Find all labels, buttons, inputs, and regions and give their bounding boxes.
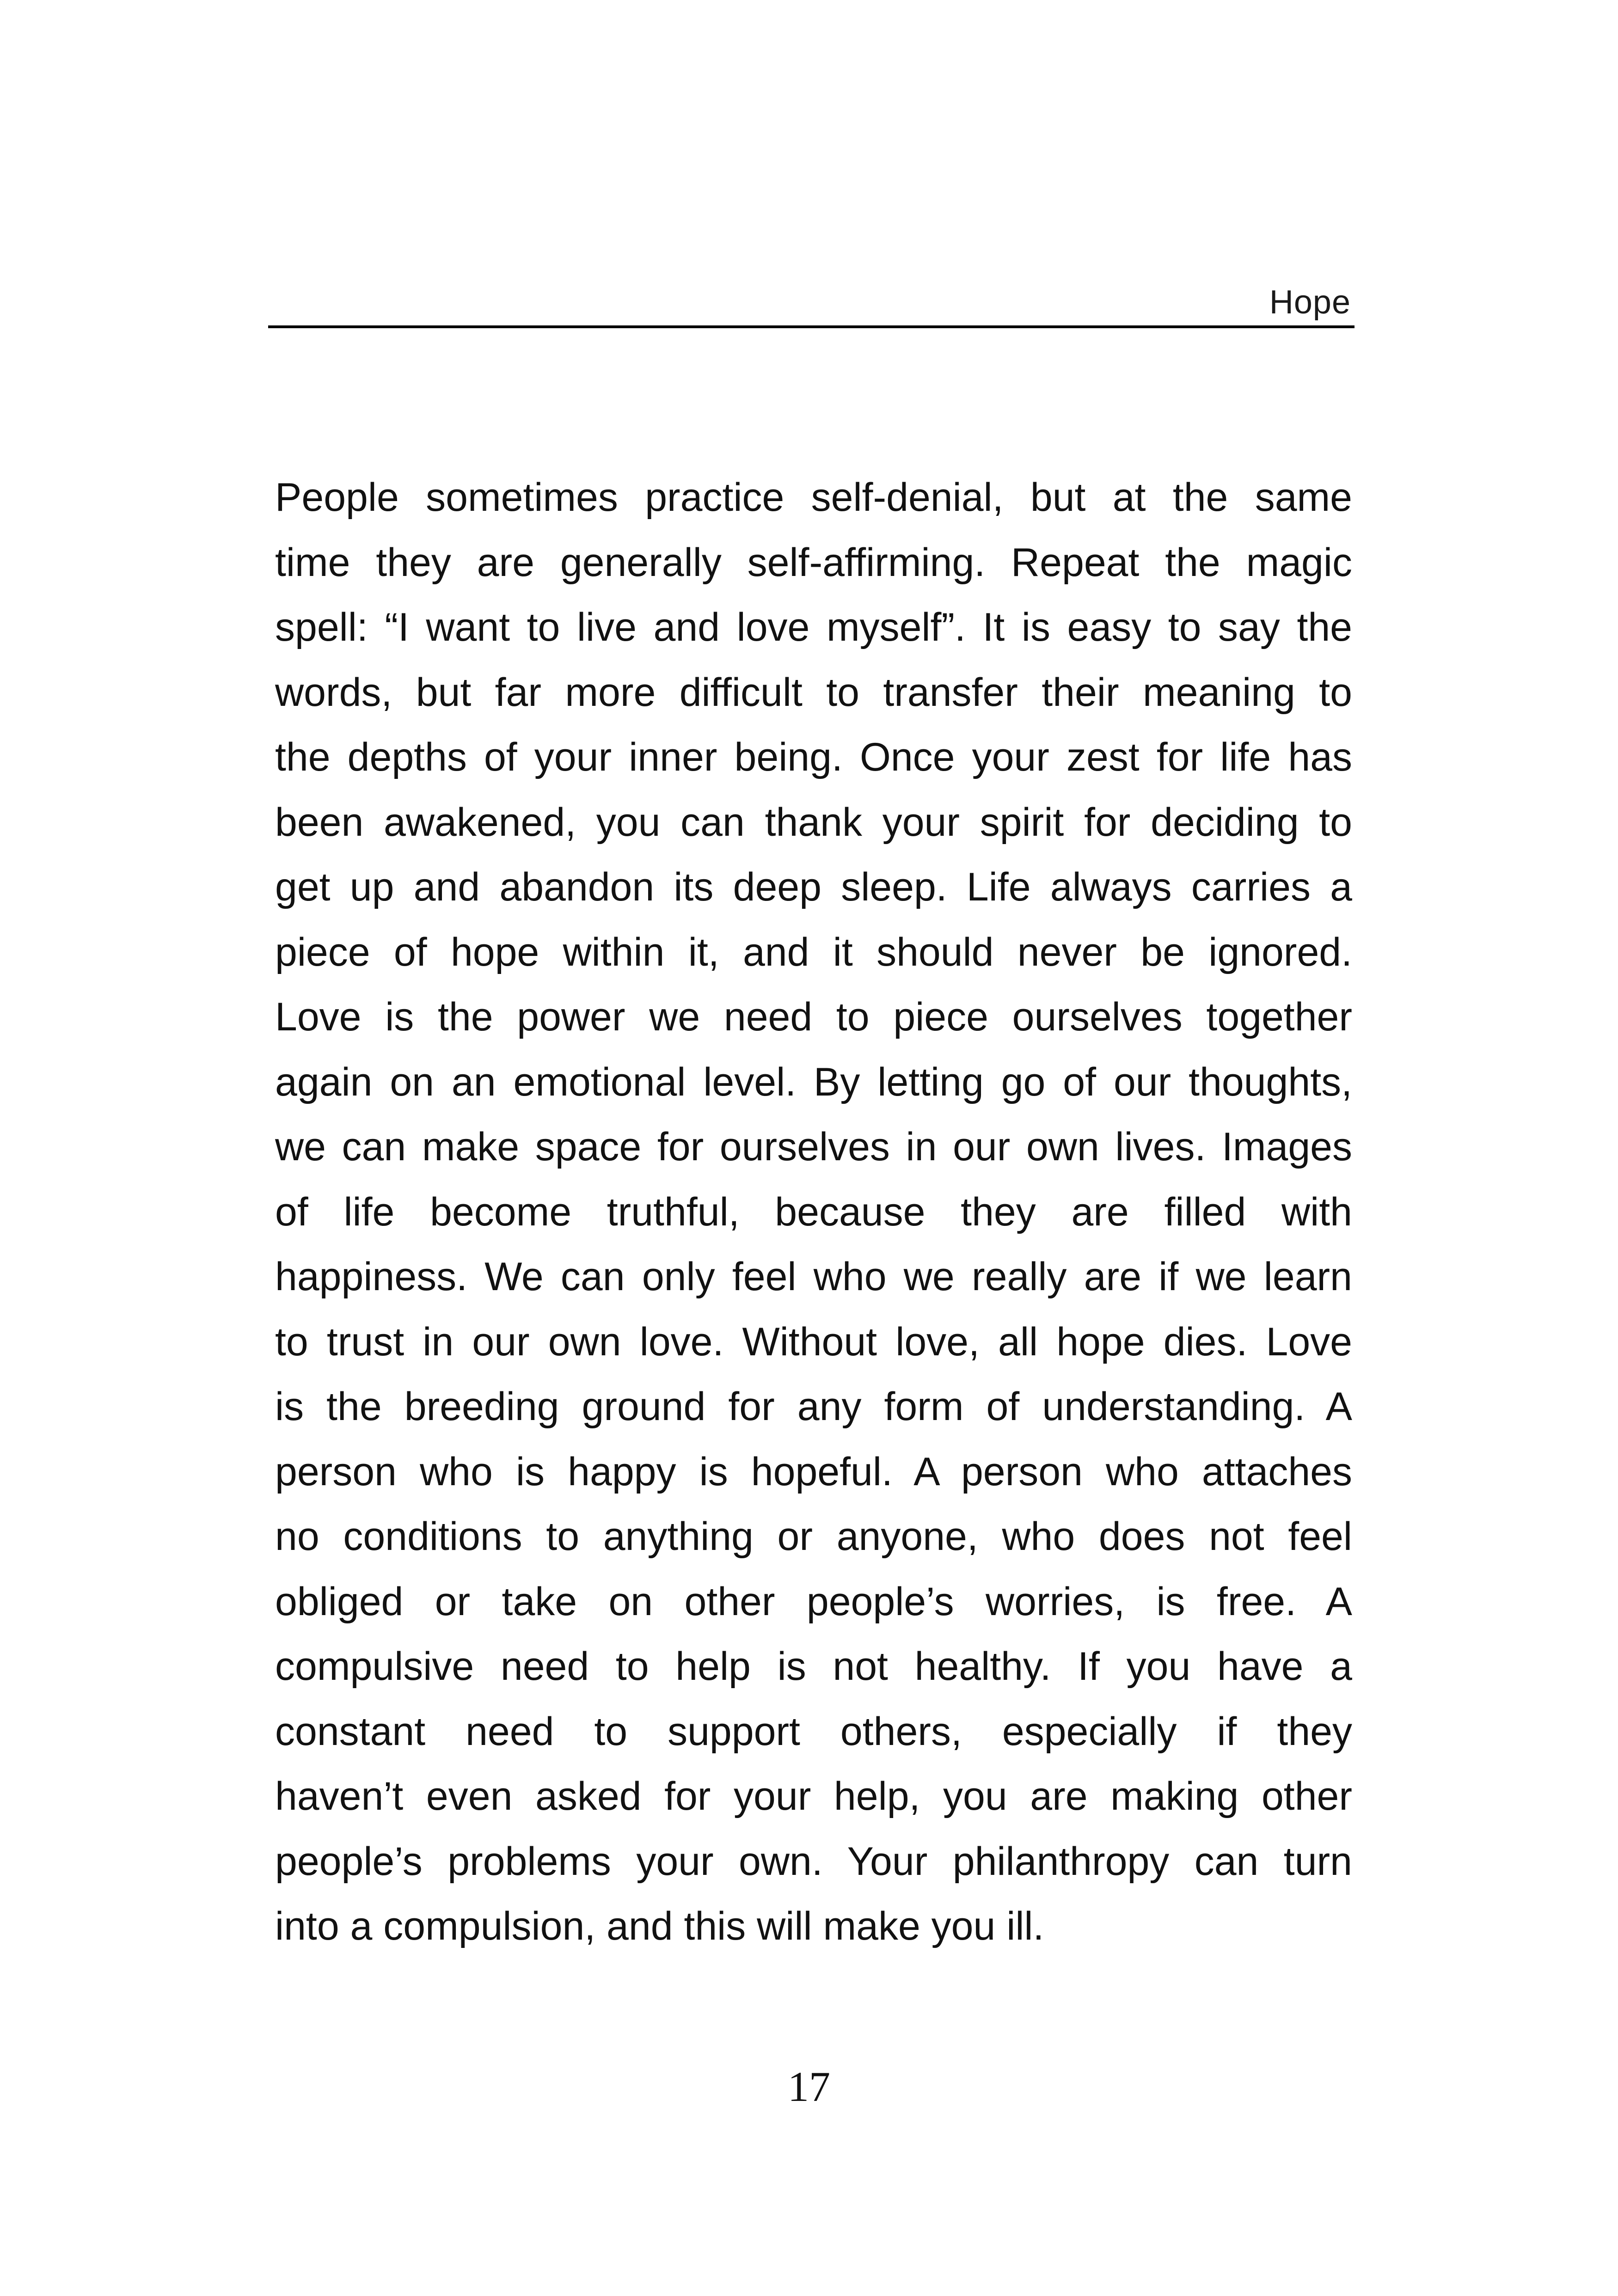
text-line: we can make space for ourselves in our own lives. Images bbox=[275, 1125, 1352, 1169]
page-number: 17 bbox=[788, 2063, 830, 2110]
text-line: person who is happy is hopeful. A person who attaches bbox=[275, 1449, 1352, 1494]
body-paragraph bbox=[275, 465, 1352, 1959]
text-line-last: into a compulsion, and this will make you ill. bbox=[275, 1904, 1044, 1948]
text-line: no conditions to anything or anyone, who does not feel bbox=[275, 1514, 1352, 1559]
running-header bbox=[268, 273, 1354, 328]
text-line: is the breeding ground for any form of understanding. A bbox=[275, 1384, 1352, 1429]
text-line: again on an emotional level. By letting go of our thoughts, bbox=[275, 1059, 1352, 1104]
text-line: to trust in our own love. Without love, all hope dies. Love bbox=[275, 1319, 1352, 1364]
text-line: of life become truthful, because they are filled with bbox=[275, 1189, 1352, 1234]
text-line: compulsive need to help is not healthy. If you have a bbox=[275, 1644, 1352, 1689]
text-line: piece of hope within it, and it should never be ignored. bbox=[275, 930, 1352, 974]
text-line: spell: “I want to live and love myself”. It is easy to say the bbox=[275, 605, 1352, 649]
text-line: get up and abandon its deep sleep. Life always carries a bbox=[275, 865, 1352, 909]
running-header-title: Hope bbox=[1269, 284, 1351, 321]
text-line: People sometimes practice self-denial, but at the same bbox=[275, 475, 1352, 520]
text-line: words, but far more difficult to transfer their meaning to bbox=[275, 670, 1352, 715]
text-line: the depths of your inner being. Once your zest for life has bbox=[275, 735, 1352, 779]
text-line: obliged or take on other people’s worries, is free. A bbox=[275, 1579, 1352, 1624]
text-line: people’s problems your own. Your philanthropy can turn bbox=[275, 1839, 1352, 1884]
text-line: time they are generally self-affirming. Repeat the magic bbox=[275, 540, 1352, 585]
text-line: been awakened, you can thank your spirit for deciding to bbox=[275, 800, 1352, 845]
text-line: constant need to support others, especially if they bbox=[275, 1709, 1352, 1754]
text-line: Love is the power we need to piece ourselves together bbox=[275, 995, 1352, 1039]
text-line: happiness. We can only feel who we really are if we learn bbox=[275, 1255, 1352, 1299]
text-line: haven’t even asked for your help, you are making other bbox=[275, 1774, 1352, 1818]
